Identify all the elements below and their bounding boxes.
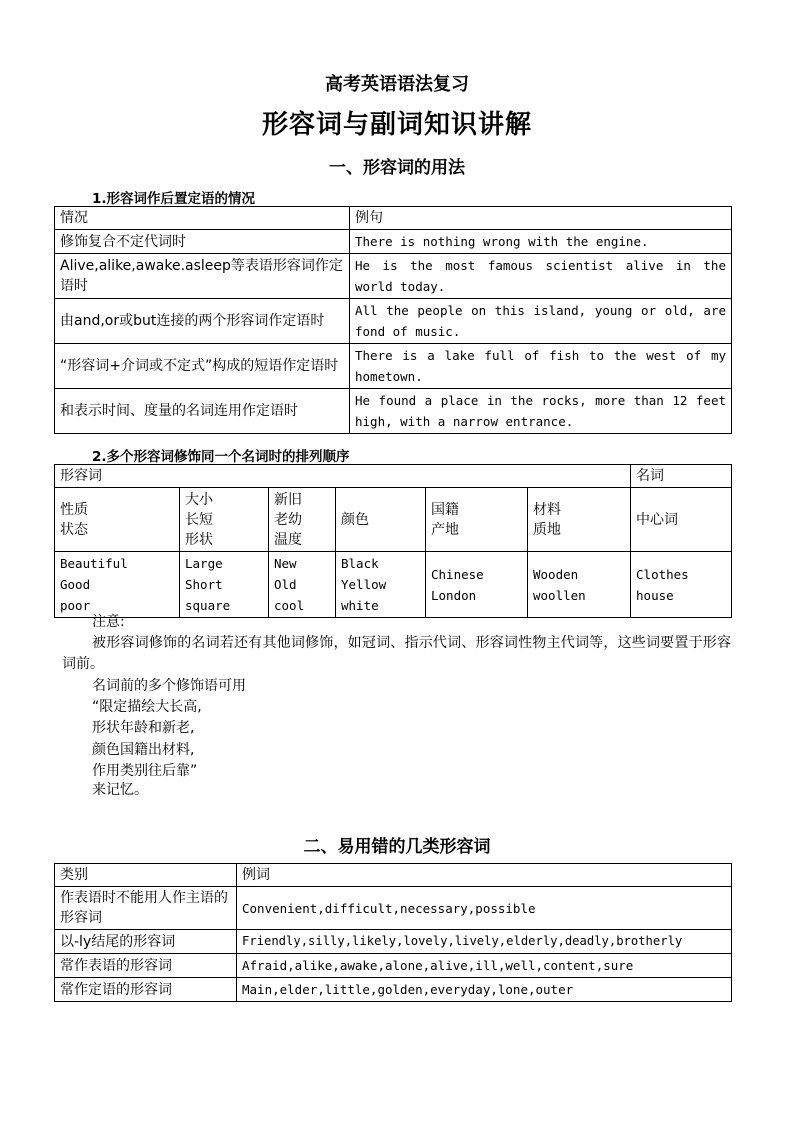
part2-heading: 2.多个形容词修饰同一个名词时的排列顺序 (92, 449, 350, 465)
notes-paragraph: 被形容词修饰的名词若还有其他词修饰，如冠词、指示代词、形容词性物主代词等，这些词要置于形容词前。 (62, 635, 731, 673)
table-row (55, 344, 732, 389)
notes-intro: 名词前的多个修饰语可用 (92, 678, 246, 694)
section2-heading: 二、易用错的几类形容词 (303, 837, 491, 857)
example-row (55, 552, 732, 618)
words-cell: Convenient,difficult,necessary,possible (237, 887, 732, 930)
section1-heading: 一、形容词的用法 (329, 158, 465, 178)
rhyme-line: 颜色国籍出材料, (92, 741, 195, 758)
example-cell: All the people on this island, young or old, are fond of music. (350, 299, 732, 344)
category-cell: 常作表语的形容词 (55, 954, 237, 978)
document-subtitle: 高考英语语法复习 (325, 74, 469, 95)
category-cell: 大小 长短 形状 (180, 488, 269, 552)
example-cell: There is nothing wrong with the engine. (350, 230, 732, 254)
rhyme-line: “限定描绘大长高, (92, 699, 202, 715)
notes-label: 注意: (92, 614, 125, 630)
table-row (55, 887, 732, 930)
table-header-row (55, 207, 732, 230)
case-cell: 和表示时间、度量的名词连用作定语时 (55, 389, 350, 434)
example-cell: Large Short square (180, 552, 269, 618)
table-row (55, 978, 732, 1002)
postpositive-attribute-table (54, 206, 732, 434)
notes-outro: 来记忆。 (92, 782, 148, 798)
category-cell: 常作定语的形容词 (55, 978, 237, 1002)
case-cell: “形容词+介词或不定式”构成的短语作定语时 (55, 344, 350, 389)
noun-group-header: 名词 (631, 465, 732, 488)
table-row (55, 254, 732, 299)
column-header-words: 例词 (237, 864, 732, 887)
table-row (55, 930, 732, 954)
words-cell: Afraid,alike,awake,alone,alive,ill,well,content,sure (237, 954, 732, 978)
case-cell: Alive,alike,awake.asleep等表语形容词作定语时 (55, 254, 350, 299)
column-header-case: 情况 (55, 207, 350, 230)
error-prone-adjectives-table (54, 863, 732, 1002)
category-cell: 颜色 (336, 488, 426, 552)
category-cell: 以-ly结尾的形容词 (55, 930, 237, 954)
table-header-row (55, 864, 732, 887)
table-row (55, 230, 732, 254)
category-cell: 新旧 老幼 温度 (269, 488, 336, 552)
category-cell: 作表语时不能用人作主语的形容词 (55, 887, 237, 930)
example-cell: Clothes house (631, 552, 732, 618)
mnemonic-rhyme (92, 697, 202, 783)
example-cell: Beautiful Good poor (55, 552, 180, 618)
category-cell: 性质 状态 (55, 488, 180, 552)
category-cell: 中心词 (631, 488, 732, 552)
table-row (55, 954, 732, 978)
example-cell: New Old cool (269, 552, 336, 618)
case-cell: 修饰复合不定代词时 (55, 230, 350, 254)
category-cell: 国籍 产地 (426, 488, 528, 552)
table-row (55, 299, 732, 344)
table-row (55, 389, 732, 434)
column-header-category: 类别 (55, 864, 237, 887)
example-cell: He is the most famous scientist alive in the world today. (350, 254, 732, 299)
rhyme-line: 形状年龄和新老, (92, 720, 195, 737)
example-cell: Chinese London (426, 552, 528, 618)
group-header-row (55, 465, 732, 488)
category-cell: 材料 质地 (528, 488, 631, 552)
words-cell: Main,elder,little,golden,everyday,lone,outer (237, 978, 732, 1002)
example-cell: There is a lake full of fish to the west of my hometown. (350, 344, 732, 389)
words-cell: Friendly,silly,likely,lovely,lively,elderly,deadly,brotherly (237, 930, 732, 954)
adjective-order-table (54, 464, 732, 618)
example-cell: He found a place in the rocks, more than 12 feet high, with a narrow entrance. (350, 389, 732, 434)
case-cell: 由and,or或but连接的两个形容词作定语时 (55, 299, 350, 344)
document-title: 形容词与副词知识讲解 (261, 110, 532, 140)
example-cell: Black Yellow white (336, 552, 426, 618)
rhyme-line: 作用类别往后靠” (92, 763, 198, 780)
category-row (55, 488, 732, 552)
example-cell: Wooden woollen (528, 552, 631, 618)
column-header-example: 例句 (350, 207, 732, 230)
part1-heading: 1.形容词作后置定语的情况 (92, 191, 256, 207)
adjective-group-header: 形容词 (55, 465, 631, 488)
